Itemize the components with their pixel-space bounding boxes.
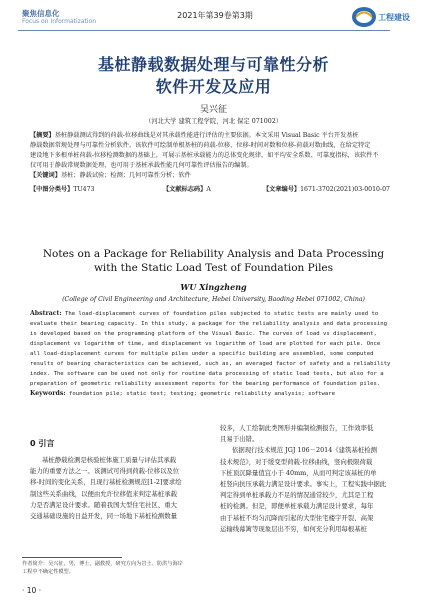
footnote-rule xyxy=(22,557,122,558)
abstract-cn-label: 【摘要】 xyxy=(30,132,55,139)
paper-title-line1: 基桩静载数据处理与可靠性分析 xyxy=(97,55,329,74)
abstract-en-label: Abstract: xyxy=(30,310,62,317)
journal-logo xyxy=(350,4,410,30)
abstract-en-line: all load-displacement curves for multiple piles under a specific building are assembled, some computed xyxy=(30,351,374,357)
abstract-cn-line: 静载数据常规处理与可靠性分析软件。该软件可绘制单根基桩的荷载-位移、位移-时间对数和位移-荷载对数曲线，在给定特定 xyxy=(30,142,371,149)
paper-title-line2: 软件开发及应用 xyxy=(155,77,272,96)
article-id: 【文章编号】1671-3702(2021)03-0010-07 xyxy=(263,186,390,193)
document-code: 【文献标志码】A xyxy=(163,186,211,193)
abstract-cn-line: 建设地下多根单桩荷载-位移检测数据的基础上，可展示基桩承载能力的总体变化规律，如平均安全系数、可靠度指标，该软件不 xyxy=(30,152,379,159)
author-affiliation: （河北大学 建筑工程学院，河北 保定 071002） xyxy=(144,118,283,125)
header-rule xyxy=(18,30,390,31)
keywords-en: foundation pile; static test; testing; geometric reliability analysis; software xyxy=(68,391,336,397)
keywords-cn-label: 【关键词】 xyxy=(30,172,61,179)
abstract-en: Abstract: The load-displacement curves of foundation piles subjected to static tests are mainly used to evaluate their bearing capacity. In this study, a package for the reliability analysis and data processing is developed based on the programming platform of the Visual Basic. The curves of load vs displacement, displacement vs logarithm of time, and displacement vs logarithm of load are plotted for each pile. Once all load-displacement curves for multiple piles under a specific building are assembled, some computed results of bearing characteristics can be achieved, such as, an averaged factor of safety and a reliability index. The software can be used not only for routine data processing of static load tests, but also for a preparation of geometric reliability assessment reports for the bearing performance of foundation piles. Keywords: foundation pile; static test; testing; geometric reliability analysis; software xyxy=(30,309,402,399)
abstract-cn xyxy=(30,131,400,181)
author-name: 吴兴征 xyxy=(199,105,227,115)
english-title-line2: with the Static Load Test of Foundation Piles xyxy=(93,262,334,274)
keywords-cn: 基桩；静载试验；检测；几何可靠性分析；软件 xyxy=(60,172,191,179)
keywords-en-label: Keywords: xyxy=(30,390,66,397)
journal-name-cn: 聚焦信息化 xyxy=(22,9,60,18)
abstract-en-line: preparation of geometric reliability assessment reports for the bearing performance of foundation piles. xyxy=(30,381,381,387)
issue-info: 2021年第39卷第3期 xyxy=(177,11,253,20)
clc-number: 【中图分类号】TU473 xyxy=(30,186,95,193)
english-author: WU Xingzheng xyxy=(180,282,247,292)
journal-name-en: Focus on Informatization xyxy=(22,18,97,25)
abstract-cn-line: 仅可用于静载常规数据处理，也可用于基桩承载性能几何可靠性评估报告的编制。 xyxy=(30,162,253,169)
abstract-en-line: index. The software can be used not only for routine data processing of static load tests, but also for a xyxy=(30,371,384,377)
author-footnote: 作者简介：吴兴征，男，博士，副教授，研究方向为岩土、防洪与海岸 工程中不确定性模型。 xyxy=(22,561,183,575)
abstract-en-line: is developed based on the programming platform of the Visual Basic. The curves of load vs displacement, xyxy=(30,331,377,337)
abstract-cn-line: 基桩静载测试得到的荷载-位移曲线是对其承载性能进行评估的主要依据。本文采用 Visual Basic 平台开发基桩 xyxy=(54,132,359,139)
abstract-en-line: results of bearing characteristics can be achieved, such as, an averaged factor of safety and a reliability xyxy=(30,361,391,367)
logo-text: 工程建设 xyxy=(378,13,410,22)
english-title-line1: Notes on a Package for Reliability Analysis and Data Processing xyxy=(42,248,385,260)
page-number: · 10 · xyxy=(22,586,42,595)
abstract-en-line: displacement vs logarithm of time, and displacement vs logarithm of load are plotted for each pile. Once xyxy=(30,341,381,347)
body-left-column: 基桩静载检测是核验桩体施工质量与评估其承载 能力的重要方法之一。该测试可得到荷载-位移以及位 移-时间的变化关系，且现行基桩检测规范[1-2]要求绘 制这些关系曲线，以便由允许位移值来判定基桩承载 力是否满足设计要求。随着我国大型住宅社区、重大 交通基础设施的日益开发，同一场地下基桩检测数量 xyxy=(30,456,182,521)
abstract-en-line: evaluate their bearing capacity. In this study, a package for the reliability analysis and data processing xyxy=(30,321,387,327)
body-right-column: 较多，人工绘制此类图形并编制检测报告，工作效率低 且易于出错。 依据现行技术规范 JGJ 106－2014《建筑基桩检测 技术规范》，对于缓变型荷载-位移曲线，竖向极限荷载 下桩顶沉降量值宜小于 40mm，从而可判定该基桩的单 桩竖向抗压承载力满足设计要求。事实上，工程实践中据此 判定得到单桩承载力不足的情况通常较少，尤其是工程 桩的检测。但是，即便单桩承载力满足设计要求，每年 由于基桩不均匀沉降而引起的大型住宅楼宇开裂、高架 运输线幕篱等现象层出不穷，如何充分利用每根基桩 xyxy=(220,424,387,533)
english-affiliation: (College of Civil Engineering and Architecture, Hebei University, Baoding Hebei 071002, China) xyxy=(62,296,365,303)
section-heading: 0 引言 xyxy=(30,439,55,448)
